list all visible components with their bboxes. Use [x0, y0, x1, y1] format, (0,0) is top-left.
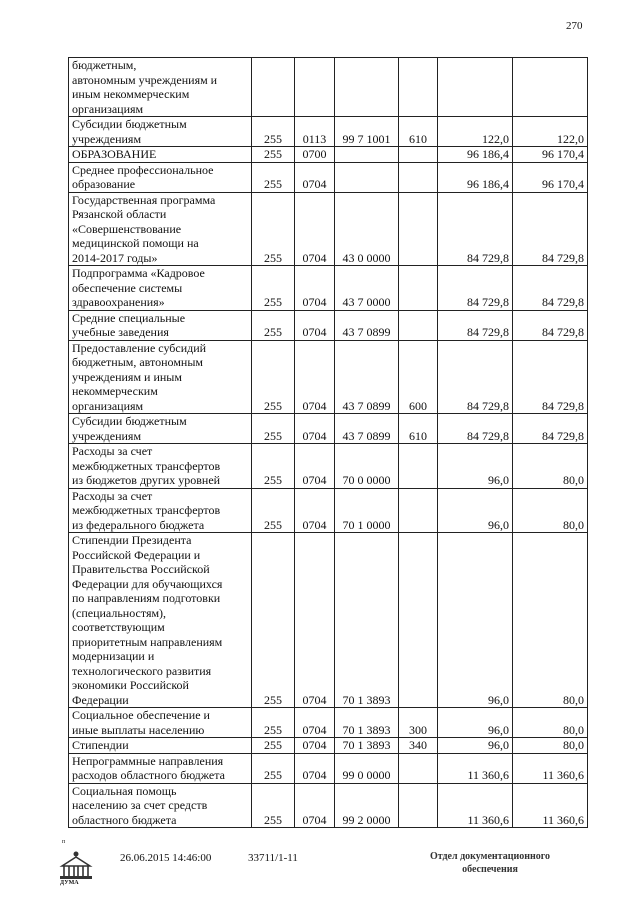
cell-expense-type	[399, 162, 438, 192]
cell-approved-amount: 80,0	[513, 738, 588, 754]
cell-section: 0704	[295, 753, 335, 783]
cell-approved-amount: 122,0	[513, 117, 588, 147]
cell-section: 0704	[295, 783, 335, 828]
cell-expense-type: 300	[399, 708, 438, 738]
cell-approved-amount: 80,0	[513, 488, 588, 533]
cell-name: Стипендии	[69, 738, 252, 754]
corner-mark: п	[62, 839, 66, 845]
table-row	[69, 147, 588, 163]
table-row	[69, 708, 588, 738]
table-row	[69, 783, 588, 828]
cell-plan-amount: 11 360,6	[438, 753, 513, 783]
budget-table	[68, 57, 588, 828]
cell-name: бюджетным, автономным учреждениям и иным некоммерческим организациям	[69, 58, 252, 117]
cell-expense-type	[399, 753, 438, 783]
cell-expense-type	[399, 192, 438, 266]
cell-expense-type	[399, 147, 438, 163]
cell-target-article: 99 2 0000	[335, 783, 399, 828]
cell-name: Непрограммные направления расходов областного бюджета	[69, 753, 252, 783]
cell-approved-amount: 96 170,4	[513, 147, 588, 163]
footer-department: Отдел документационного обеспечения	[429, 851, 551, 875]
cell-plan-amount: 84 729,8	[438, 266, 513, 311]
cell-plan-amount: 11 360,6	[438, 783, 513, 828]
cell-name: Среднее профессиональное образование	[69, 162, 252, 192]
table-row	[69, 738, 588, 754]
cell-name: Расходы за счет межбюджетных трансфертов из федерального бюджета	[69, 488, 252, 533]
cell-name: Субсидии бюджетным учреждениям	[69, 117, 252, 147]
cell-plan-amount: 96,0	[438, 444, 513, 489]
table-row	[69, 162, 588, 192]
cell-section: 0704	[295, 162, 335, 192]
cell-approved-amount: 84 729,8	[513, 266, 588, 311]
cell-section: 0704	[295, 444, 335, 489]
table-row	[69, 192, 588, 266]
logo-caption: ДУМА	[60, 880, 79, 886]
cell-plan-amount: 96 186,4	[438, 147, 513, 163]
cell-gov-code: 255	[252, 753, 295, 783]
cell-target-article: 70 1 0000	[335, 488, 399, 533]
cell-target-article: 43 7 0000	[335, 266, 399, 311]
cell-expense-type	[399, 444, 438, 489]
cell-section: 0704	[295, 310, 335, 340]
table-row	[69, 488, 588, 533]
cell-target-article: 70 0 0000	[335, 444, 399, 489]
cell-section: 0704	[295, 414, 335, 444]
table-row	[69, 310, 588, 340]
cell-expense-type: 340	[399, 738, 438, 754]
cell-target-article: 70 1 3893	[335, 708, 399, 738]
table-row	[69, 753, 588, 783]
cell-plan-amount: 122,0	[438, 117, 513, 147]
cell-section: 0704	[295, 340, 335, 414]
cell-name: Государственная программа Рязанской области «Совершенствование медицинской помощи на 2014-2017 годы»	[69, 192, 252, 266]
cell-target-article: 43 7 0899	[335, 414, 399, 444]
cell-section: 0704	[295, 266, 335, 311]
cell-approved-amount: 80,0	[513, 708, 588, 738]
cell-plan-amount: 84 729,8	[438, 340, 513, 414]
cell-approved-amount: 80,0	[513, 444, 588, 489]
cell-section	[295, 58, 335, 117]
cell-gov-code: 255	[252, 162, 295, 192]
cell-section: 0704	[295, 738, 335, 754]
cell-expense-type	[399, 310, 438, 340]
cell-name: ОБРАЗОВАНИЕ	[69, 147, 252, 163]
budget-table-body	[69, 58, 588, 828]
cell-approved-amount: 84 729,8	[513, 310, 588, 340]
cell-approved-amount	[513, 58, 588, 117]
cell-target-article: 99 7 1001	[335, 117, 399, 147]
cell-plan-amount: 96,0	[438, 533, 513, 708]
cell-section: 0700	[295, 147, 335, 163]
cell-section: 0704	[295, 488, 335, 533]
cell-gov-code: 255	[252, 783, 295, 828]
cell-gov-code: 255	[252, 147, 295, 163]
footer-doc-code: 33711/1-11	[248, 852, 298, 864]
cell-gov-code: 255	[252, 414, 295, 444]
cell-plan-amount: 84 729,8	[438, 310, 513, 340]
cell-expense-type: 610	[399, 414, 438, 444]
cell-approved-amount: 84 729,8	[513, 340, 588, 414]
table-row	[69, 117, 588, 147]
page-number: 270	[566, 20, 583, 32]
cell-approved-amount: 84 729,8	[513, 414, 588, 444]
cell-approved-amount: 80,0	[513, 533, 588, 708]
cell-plan-amount: 96,0	[438, 488, 513, 533]
cell-name: Субсидии бюджетным учреждениям	[69, 414, 252, 444]
cell-plan-amount	[438, 58, 513, 117]
table-row	[69, 58, 588, 117]
table-row	[69, 533, 588, 708]
cell-name: Подпрограмма «Кадровое обеспечение системы здравоохранения»	[69, 266, 252, 311]
cell-gov-code: 255	[252, 117, 295, 147]
table-row	[69, 444, 588, 489]
cell-gov-code: 255	[252, 488, 295, 533]
cell-gov-code: 255	[252, 340, 295, 414]
cell-gov-code: 255	[252, 444, 295, 489]
cell-approved-amount: 96 170,4	[513, 162, 588, 192]
cell-approved-amount: 11 360,6	[513, 753, 588, 783]
cell-name: Социальная помощь населению за счет средств областного бюджета	[69, 783, 252, 828]
cell-gov-code: 255	[252, 738, 295, 754]
cell-target-article: 70 1 3893	[335, 533, 399, 708]
table-row	[69, 340, 588, 414]
cell-name: Расходы за счет межбюджетных трансфертов из бюджетов других уровней	[69, 444, 252, 489]
cell-gov-code: 255	[252, 192, 295, 266]
cell-section: 0704	[295, 708, 335, 738]
cell-name: Средние специальные учебные заведения	[69, 310, 252, 340]
table-row	[69, 266, 588, 311]
cell-gov-code: 255	[252, 533, 295, 708]
cell-target-article	[335, 147, 399, 163]
cell-name: Предоставление субсидий бюджетным, автономным учреждениям и иным некоммерческим организациям	[69, 340, 252, 414]
cell-gov-code: 255	[252, 310, 295, 340]
cell-target-article: 43 7 0899	[335, 310, 399, 340]
cell-plan-amount: 96 186,4	[438, 162, 513, 192]
cell-section: 0704	[295, 192, 335, 266]
cell-gov-code: 255	[252, 266, 295, 311]
cell-expense-type	[399, 266, 438, 311]
cell-expense-type	[399, 58, 438, 117]
cell-plan-amount: 84 729,8	[438, 192, 513, 266]
cell-expense-type	[399, 488, 438, 533]
cell-section: 0704	[295, 533, 335, 708]
cell-target-article: 70 1 3893	[335, 738, 399, 754]
cell-approved-amount: 11 360,6	[513, 783, 588, 828]
cell-gov-code: 255	[252, 708, 295, 738]
cell-target-article: 99 0 0000	[335, 753, 399, 783]
cell-gov-code	[252, 58, 295, 117]
cell-target-article: 43 7 0899	[335, 340, 399, 414]
cell-approved-amount: 84 729,8	[513, 192, 588, 266]
cell-target-article	[335, 162, 399, 192]
cell-plan-amount: 96,0	[438, 738, 513, 754]
cell-name: Социальное обеспечение и иные выплаты населению	[69, 708, 252, 738]
cell-name: Стипендии Президента Российской Федерации и Правительства Российской Федерации для обучающихся по направлениям подготовки (специальностям), соответствующим приоритетным направлениям модернизации и технологического развития экономики Российской Федерации	[69, 533, 252, 708]
cell-section: 0113	[295, 117, 335, 147]
footer-timestamp: 26.06.2015 14:46:00	[120, 852, 212, 864]
cell-expense-type	[399, 783, 438, 828]
table-row	[69, 414, 588, 444]
cell-target-article: 43 0 0000	[335, 192, 399, 266]
cell-expense-type: 610	[399, 117, 438, 147]
cell-plan-amount: 84 729,8	[438, 414, 513, 444]
cell-plan-amount: 96,0	[438, 708, 513, 738]
cell-expense-type	[399, 533, 438, 708]
cell-expense-type: 600	[399, 340, 438, 414]
cell-target-article	[335, 58, 399, 117]
